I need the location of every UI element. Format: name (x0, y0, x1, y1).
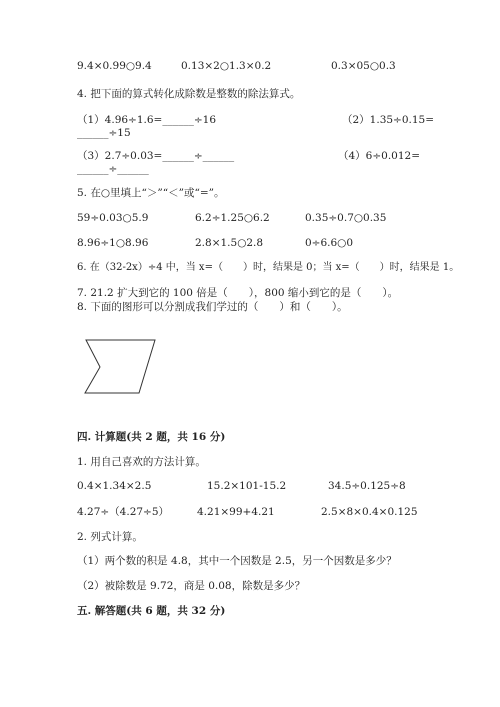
compare-item: 8.96÷1○8.96 (77, 237, 149, 249)
compare-item: 0.3×05○0.3 (331, 60, 396, 72)
question-4-item-4: （4）6÷0.012= (338, 150, 421, 162)
section-4-heading: 四. 计算题(共 2 题，共 16 分) (77, 431, 226, 443)
question-4-title: 4. 把下面的算式转化成除数是整数的除法算式。 (77, 88, 301, 100)
compare-item: 9.4×0.99○9.4 (77, 60, 152, 72)
question-6: 6. 在（32-2x）÷4 中，当 x=（ ）时，结果是 0；当 x=（ ）时，结果是 1。 (77, 262, 460, 273)
question-4-item-4-cont: ______÷______ (77, 163, 149, 175)
compare-item: 6.2÷1.25○6.2 (195, 212, 270, 224)
section-4-part-2: 2. 列式计算。 (77, 531, 143, 543)
question-5-title: 5. 在○里填上“＞”“＜”或“=”。 (77, 187, 225, 199)
calc-item: 4.27÷（4.27÷5） (77, 506, 170, 518)
calc-item: 4.21×99+4.21 (197, 506, 275, 518)
calc-item: 0.4×1.34×2.5 (77, 480, 152, 492)
compare-item: 2.8×1.5○2.8 (195, 237, 264, 249)
section-5-heading: 五. 解答题(共 6 题，共 32 分) (77, 605, 226, 617)
word-problem-1: （1）两个数的积是 4.8，其中一个因数是 2.5，另一个因数是多少？ (77, 555, 397, 567)
question-4-item-2-cont: ______÷15 (77, 127, 131, 139)
compare-item: 59÷0.03○5.9 (77, 212, 149, 224)
calc-item: 15.2×101-15.2 (207, 480, 287, 492)
question-4-item-3: （3）2.7÷0.03=______÷______ (77, 150, 235, 162)
calc-item: 2.5×8×0.4×0.125 (321, 506, 418, 518)
question-7: 7. 21.2 扩大到它的 100 倍是（ ），800 缩小到它的是（ ）。 (77, 287, 399, 299)
calc-item: 34.5÷0.125÷8 (328, 480, 406, 492)
compare-item: 0.35÷0.7○0.35 (305, 212, 387, 224)
compare-item: 0÷6.6○0 (305, 237, 354, 249)
question-4-item-2: （2）1.35÷0.15= (342, 114, 435, 126)
word-problem-2: （2）被除数是 9.72，商是 0.08，除数是多少？ (77, 580, 306, 592)
question-8: 8. 下面的图形可以分割成我们学过的（ ）和（ ）。 (77, 301, 348, 313)
compare-item: 0.13×2○1.3×0.2 (181, 60, 272, 72)
question-4-item-1: （1）4.96÷1.6=______÷16 (77, 114, 217, 126)
section-4-part-1: 1. 用自己喜欢的方法计算。 (77, 456, 206, 468)
